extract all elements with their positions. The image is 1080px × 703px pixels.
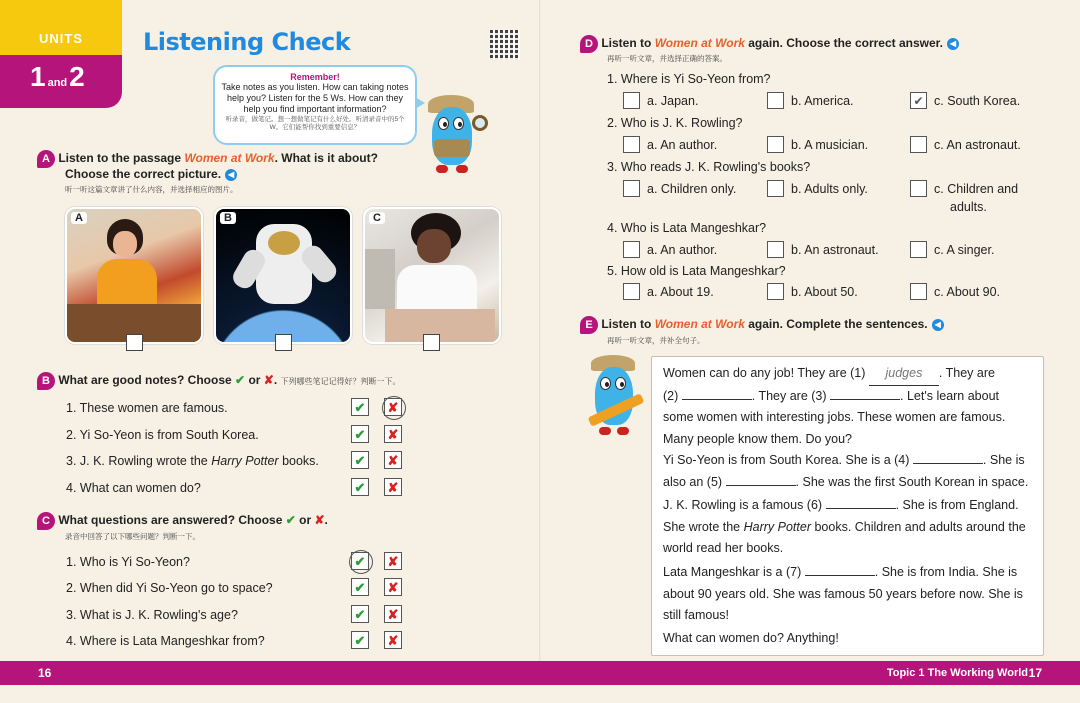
d3-a-checkbox[interactable] <box>623 180 640 197</box>
picture-b-checkbox[interactable] <box>275 334 292 351</box>
d5-b-checkbox[interactable] <box>767 283 784 300</box>
d4-c-checkbox[interactable] <box>910 241 927 258</box>
d2-b-checkbox[interactable] <box>767 136 784 153</box>
d1-a-label: a. Japan. <box>647 94 699 108</box>
c-item-1: 1. Who is Yi So-Yeon? <box>66 555 190 569</box>
section-b-title: B What are good notes? Choose ✔ or ✘. 下列哪些笔记记得好？判断一下。 <box>37 372 401 390</box>
remember-cn: 听录音，做笔记。想一想做笔记有什么好处。听清录音中的5个W。它们能帮你找到重要信息？ <box>225 116 405 131</box>
d3-c-label: c. Children and <box>934 182 1019 196</box>
section-c-badge: C <box>37 512 55 530</box>
e-paragraph-1: Women can do any job! They are (1) judges . They are (2) . They are (3) . Let's learn about some women with interesting jobs. These women are famous. Many people know them. Do you? <box>663 363 1038 450</box>
e-paragraph-4: Lata Mangeshkar is a (7) . She is from India. She is about 90 years old. She was famous 50 years before now. She is still famous! <box>663 565 1023 622</box>
mascot-pencil-icon <box>585 355 647 445</box>
tick-icon: ✔ <box>285 513 296 527</box>
blank-5[interactable] <box>726 485 796 486</box>
d-question-1: 1. Where is Yi So-Yeon from? <box>607 72 771 86</box>
d5-b-label: b. About 50. <box>791 285 858 299</box>
section-c-title: C What questions are answered? Choose ✔ or ✘. <box>37 512 328 530</box>
d2-a-label: a. An author. <box>647 138 718 152</box>
picture-a: A <box>65 207 203 344</box>
c2-cross-box[interactable]: ✘ <box>384 578 402 596</box>
b3-cross-box[interactable]: ✘ <box>384 451 402 469</box>
b-item-4: 4. What can women do? <box>66 481 201 495</box>
picture-a-checkbox[interactable] <box>126 334 143 351</box>
d1-c-label: c. South Korea. <box>934 94 1021 108</box>
blank-4[interactable] <box>913 463 983 464</box>
b1-cross-box[interactable]: ✘ <box>384 398 402 416</box>
d4-b-label: b. An astronaut. <box>791 243 879 257</box>
cross-icon: ✘ <box>314 513 325 527</box>
b-item-2: 2. Yi So-Yeon is from South Korea. <box>66 428 259 442</box>
mascot-explorer-icon <box>420 95 490 180</box>
d3-c-label-cont: adults. <box>950 200 987 214</box>
e-paragraph-3: J. K. Rowling is a famous (6) . She is from England. She wrote the Harry Potter books. Children and adults around the world read her books. <box>663 498 1026 555</box>
cross-icon: ✘ <box>263 373 274 387</box>
section-a-line2: Choose the correct picture. ◀ <box>65 166 237 182</box>
d1-b-checkbox[interactable] <box>767 92 784 109</box>
section-a-badge: A <box>37 150 55 168</box>
section-d-badge: D <box>580 35 598 53</box>
d1-a-checkbox[interactable] <box>623 92 640 109</box>
book-gutter <box>539 0 541 661</box>
b1-tick-box[interactable]: ✔ <box>351 398 369 416</box>
d3-c-checkbox[interactable] <box>910 180 927 197</box>
e-paragraph-2: Yi So-Yeon is from South Korea. She is a (4) . She is also an (5) . She was the first South Korean in space. <box>663 453 1029 489</box>
d-question-4: 4. Who is Lata Mangeshkar? <box>607 221 767 235</box>
circle-mark <box>382 396 406 420</box>
audio-icon[interactable]: ◀ <box>932 319 944 331</box>
section-b-badge: B <box>37 372 55 390</box>
d2-b-label: b. A musician. <box>791 138 869 152</box>
d1-c-checkbox[interactable]: ✔ <box>910 92 927 109</box>
c1-tick-box[interactable]: ✔ <box>351 552 369 570</box>
b3-tick-box[interactable]: ✔ <box>351 451 369 469</box>
page-number-right: 17 <box>1028 666 1042 680</box>
c2-tick-box[interactable]: ✔ <box>351 578 369 596</box>
audio-icon[interactable]: ◀ <box>947 38 959 50</box>
section-a-cn: 听一听这篇文章讲了什么内容，并选择相应的图片。 <box>65 185 238 194</box>
d5-a-checkbox[interactable] <box>623 283 640 300</box>
d4-a-label: a. An author. <box>647 243 718 257</box>
section-e-title: E Listen to Women at Work again. Complete the sentences. ◀ <box>580 316 944 334</box>
d2-a-checkbox[interactable] <box>623 136 640 153</box>
units-number: 1 and2 <box>0 55 122 108</box>
b2-tick-box[interactable]: ✔ <box>351 425 369 443</box>
section-e-cn: 再听一听文章，并补全句子。 <box>607 336 705 345</box>
c-item-2: 2. When did Yi So-Yeon go to space? <box>66 581 273 595</box>
c-item-3: 3. What is J. K. Rowling's age? <box>66 608 238 622</box>
blank-2[interactable] <box>682 399 752 400</box>
section-d-cn: 再听一听文章，并选择正确的答案。 <box>607 54 727 63</box>
b4-tick-box[interactable]: ✔ <box>351 478 369 496</box>
d4-c-label: c. A singer. <box>934 243 995 257</box>
d3-b-checkbox[interactable] <box>767 180 784 197</box>
section-a-title: A Listen to the passage Women at Work. What is it about? <box>37 150 378 168</box>
c4-cross-box[interactable]: ✘ <box>384 631 402 649</box>
tick-icon: ✔ <box>235 373 246 387</box>
circle-mark <box>349 550 373 574</box>
picture-c: C <box>363 207 501 344</box>
d5-c-checkbox[interactable] <box>910 283 927 300</box>
remember-text: Take notes as you listen. How can taking notes help you? Listen for the 5 Ws. How can they help you find important information? <box>221 82 409 114</box>
b4-cross-box[interactable]: ✘ <box>384 478 402 496</box>
c3-tick-box[interactable]: ✔ <box>351 605 369 623</box>
d5-a-label: a. About 19. <box>647 285 714 299</box>
blank-6[interactable] <box>826 508 896 509</box>
b-item-1: 1. These women are famous. <box>66 401 228 415</box>
c4-tick-box[interactable]: ✔ <box>351 631 369 649</box>
d3-a-label: a. Children only. <box>647 182 737 196</box>
c3-cross-box[interactable]: ✘ <box>384 605 402 623</box>
section-d-title: D Listen to Women at Work again. Choose the correct answer. ◀ <box>580 35 959 53</box>
d3-b-label: b. Adults only. <box>791 182 868 196</box>
blank-1[interactable]: judges <box>869 363 939 386</box>
qr-code-icon[interactable] <box>490 30 520 60</box>
remember-bubble <box>213 65 417 145</box>
page-title: Listening Check <box>143 28 351 56</box>
b-item-3: 3. J. K. Rowling wrote the Harry Potter books. <box>66 454 319 468</box>
units-badge <box>0 0 122 108</box>
audio-icon[interactable]: ◀ <box>225 169 237 181</box>
d1-b-label: b. America. <box>791 94 854 108</box>
d4-b-checkbox[interactable] <box>767 241 784 258</box>
footer-topic: Topic 1 The Working World <box>886 667 1028 679</box>
d-question-2: 2. Who is J. K. Rowling? <box>607 116 743 130</box>
remember-heading: Remember! <box>290 72 340 82</box>
footer-bar <box>0 661 1080 685</box>
picture-c-checkbox[interactable] <box>423 334 440 351</box>
d5-c-label: c. About 90. <box>934 285 1001 299</box>
units-label: UNITS <box>0 0 122 55</box>
section-c-cn: 录音中回答了以下哪些问题？判断一下。 <box>65 532 200 541</box>
d4-a-checkbox[interactable] <box>623 241 640 258</box>
b2-cross-box[interactable]: ✘ <box>384 425 402 443</box>
d2-c-label: c. An astronaut. <box>934 138 1021 152</box>
d-question-3: 3. Who reads J. K. Rowling's books? <box>607 160 811 174</box>
c-item-4: 4. Where is Lata Mangeshkar from? <box>66 634 265 648</box>
d-question-5: 5. How old is Lata Mangeshkar? <box>607 264 786 278</box>
page-number-left: 16 <box>38 666 52 680</box>
d2-c-checkbox[interactable] <box>910 136 927 153</box>
picture-b: B <box>214 207 352 344</box>
c1-cross-box[interactable]: ✘ <box>384 552 402 570</box>
blank-7[interactable] <box>805 575 875 576</box>
section-e-badge: E <box>580 316 598 334</box>
e-paragraph-5: What can women do? Anything! <box>663 631 839 645</box>
blank-3[interactable] <box>830 399 900 400</box>
